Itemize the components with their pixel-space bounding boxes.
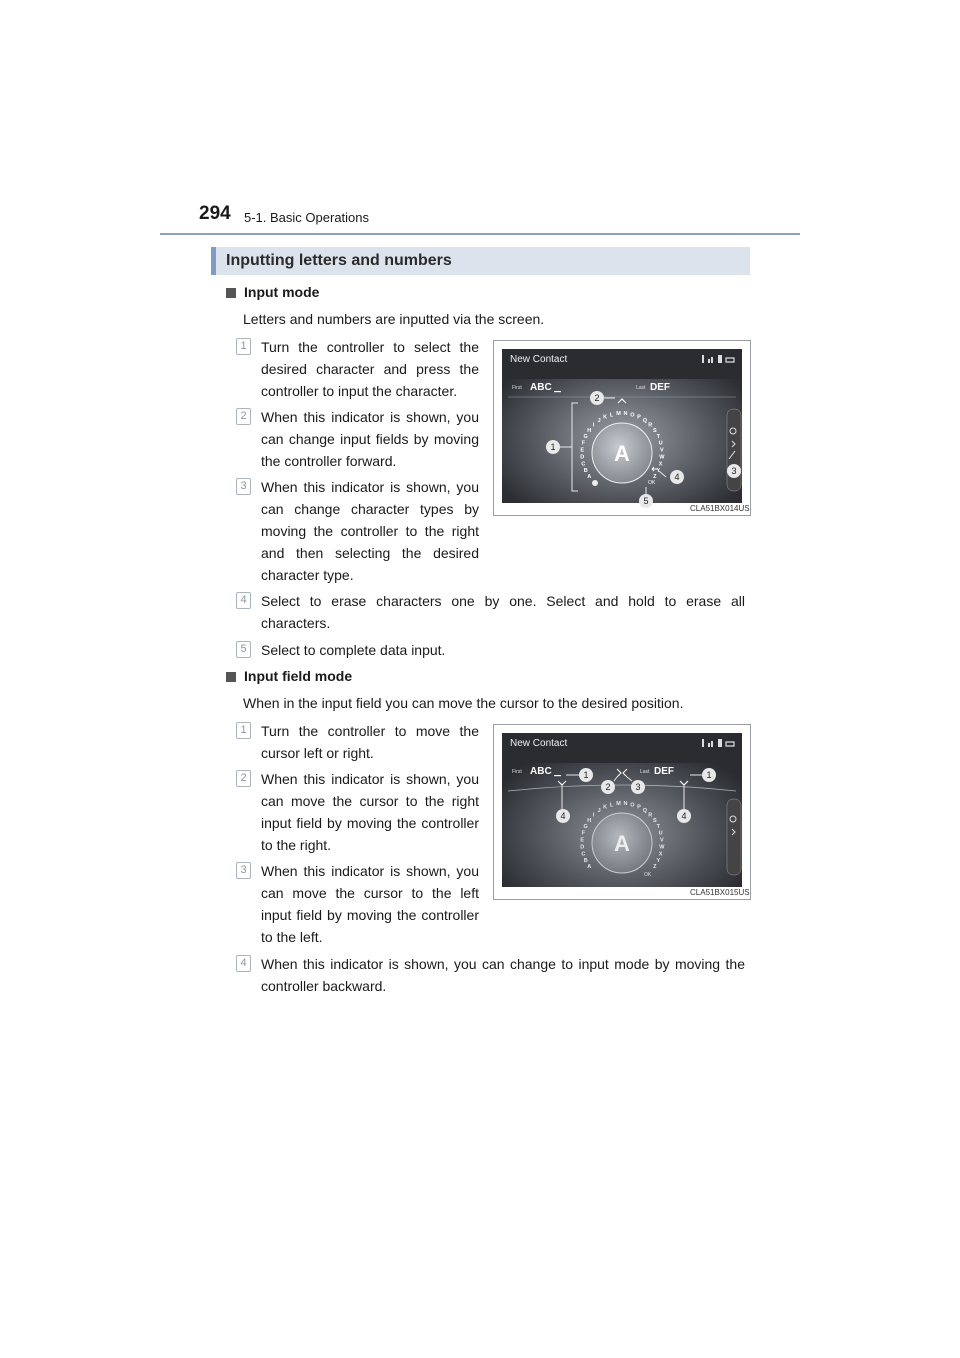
dial-letter: E xyxy=(580,447,585,454)
step-text: Select to complete data input. xyxy=(261,642,446,658)
step-text: When this indicator is shown, you can change input fields by moving the controller forward. xyxy=(261,409,479,469)
dial-letter: X xyxy=(658,851,663,858)
bluetooth-icon xyxy=(702,355,704,363)
dial-letter: K xyxy=(603,804,608,811)
dial-letter: Q xyxy=(642,418,648,425)
step-number-badge: 4 xyxy=(236,592,251,609)
callout-number: 1 xyxy=(550,442,556,452)
dial-letter: O xyxy=(630,802,635,809)
dial-letter: T xyxy=(656,434,660,441)
dial-letter: F xyxy=(581,830,586,837)
text-cursor xyxy=(554,391,561,392)
dial-letter: T xyxy=(656,824,660,831)
dial-letter: N xyxy=(623,411,628,418)
dial-letter: S xyxy=(652,818,657,825)
last-label: Last xyxy=(640,769,650,775)
dial-letter: M xyxy=(616,801,621,808)
dial-letter: V xyxy=(659,837,664,844)
dial-letter: Z xyxy=(653,863,657,870)
input-mode-heading-text: Input mode xyxy=(244,284,320,300)
ok-label: OK xyxy=(644,872,652,878)
dial-letter: U xyxy=(658,830,663,837)
dial-letter: R xyxy=(648,422,653,429)
screen-title: New Contact xyxy=(510,738,568,749)
dial-letter: Y xyxy=(656,857,661,864)
input-field-mode-heading xyxy=(226,668,352,684)
dial-letter: G xyxy=(583,824,588,831)
side-panel xyxy=(727,409,741,491)
dial-letter: C xyxy=(581,851,586,858)
step-number-badge: 2 xyxy=(236,408,251,425)
center-character: A xyxy=(614,441,630,466)
step-text: When this indicator is shown, you can change character types by moving the controller to the right and then selecting the desired character type. xyxy=(261,479,479,583)
header-rule xyxy=(160,233,800,235)
dial-letter: B xyxy=(583,857,588,864)
ok-label: OK xyxy=(648,480,656,486)
dial-letter: S xyxy=(652,428,657,435)
dial-letter: P xyxy=(637,804,641,811)
section-title: Inputting letters and numbers xyxy=(226,252,452,269)
callout-number: 4 xyxy=(681,811,687,821)
dial-letter: E xyxy=(580,837,585,844)
figure-code: CLA51BX014US xyxy=(690,504,750,513)
dial-letter: P xyxy=(637,414,641,421)
callout-number: 2 xyxy=(594,393,600,403)
input-mode-heading xyxy=(226,284,319,300)
dial-letter: J xyxy=(597,808,601,815)
center-character: A xyxy=(614,831,630,856)
dial-letter: R xyxy=(648,812,653,819)
callout-number: 1 xyxy=(706,770,712,780)
dial-letter: X xyxy=(658,461,663,468)
screen-figure-input-mode xyxy=(493,340,751,516)
step-number-badge: 1 xyxy=(236,338,251,355)
last-value: DEF xyxy=(654,766,674,777)
dial-letter: D xyxy=(580,844,585,851)
step-number-badge: 3 xyxy=(236,862,251,879)
dial-letter: I xyxy=(592,812,595,819)
dial-letter: M xyxy=(616,411,621,418)
callout-number: 1 xyxy=(583,770,589,780)
step-text: When this indicator is shown, you can change to input mode by moving the controller backward. xyxy=(261,956,745,994)
dial-letter: O xyxy=(630,412,635,419)
dial-letter: Z xyxy=(653,473,657,480)
battery-icon xyxy=(718,739,722,747)
dial-letter: L xyxy=(609,802,614,809)
dial-letter: V xyxy=(659,447,664,454)
dial-letter: N xyxy=(623,801,628,808)
chapter-title: 5-1. Basic Operations xyxy=(244,210,370,225)
screen-title: New Contact xyxy=(510,354,568,365)
dial-letter: B xyxy=(583,467,588,474)
input-field-mode-intro: When in the input field you can move the cursor to the desired position. xyxy=(243,695,684,711)
callout-number: 5 xyxy=(643,496,649,506)
step-number-badge: 2 xyxy=(236,770,251,787)
first-value: ABC xyxy=(530,382,552,393)
first-label: First xyxy=(512,385,522,391)
last-label: Last xyxy=(636,385,646,391)
step-text: Turn the controller to move the cursor left or right. xyxy=(261,723,479,761)
first-value: ABC xyxy=(530,766,552,777)
dial-letter: U xyxy=(658,440,663,447)
step-text: Turn the controller to select the desired character and press the controller to input the character. xyxy=(261,339,479,399)
dial-letter: H xyxy=(587,818,592,825)
callout-number: 3 xyxy=(635,782,641,792)
dial-letter: C xyxy=(581,461,586,468)
input-mode-intro: Letters and numbers are inputted via the screen. xyxy=(243,311,545,327)
dial-letter: Q xyxy=(642,808,648,815)
signal-icon xyxy=(708,743,710,747)
dial-letter: H xyxy=(587,428,592,435)
dial-letter: L xyxy=(609,412,614,419)
step-text: When this indicator is shown, you can move the cursor to the right input field by moving the controller to the right. xyxy=(261,771,479,853)
section-bar xyxy=(211,247,750,275)
bluetooth-icon xyxy=(702,739,704,747)
step-number-badge: 3 xyxy=(236,478,251,495)
text-cursor xyxy=(554,775,561,776)
dial-letter: W xyxy=(659,844,665,851)
side-panel xyxy=(727,799,741,875)
battery-icon xyxy=(718,355,722,363)
step-number-badge: 4 xyxy=(236,955,251,972)
dial-letter: J xyxy=(597,418,601,425)
first-label: First xyxy=(512,769,522,775)
screen-figure-input-field-mode xyxy=(493,724,751,900)
input-field-mode-heading-text: Input field mode xyxy=(244,668,353,684)
character-type-dot xyxy=(592,480,598,486)
last-value: DEF xyxy=(650,382,670,393)
callout-number: 4 xyxy=(560,811,566,821)
step-number-badge: 5 xyxy=(236,641,251,658)
step-text: Select to erase characters one by one. Select and hold to erase all characters. xyxy=(261,593,745,631)
page-number: 294 xyxy=(199,203,231,224)
dial-letter: K xyxy=(603,414,608,421)
dial-letter: A xyxy=(587,863,592,870)
dial-letter: F xyxy=(581,440,586,447)
square-bullet-icon xyxy=(226,672,236,682)
dial-letter: Y xyxy=(656,467,661,474)
dial-letter: I xyxy=(592,422,595,429)
callout-number: 3 xyxy=(731,466,737,476)
dial-letter: G xyxy=(583,434,588,441)
figure-code: CLA51BX015US xyxy=(690,888,750,897)
step-text: When this indicator is shown, you can move the cursor to the left input field by moving the controller to the left. xyxy=(261,863,479,945)
dial-letter: W xyxy=(659,454,665,461)
square-bullet-icon xyxy=(226,288,236,298)
step-number-badge: 1 xyxy=(236,722,251,739)
dial-letter: D xyxy=(580,454,585,461)
callout-number: 2 xyxy=(605,782,611,792)
dial-letter: A xyxy=(587,473,592,480)
callout-number: 4 xyxy=(674,472,680,482)
signal-icon xyxy=(708,359,710,363)
